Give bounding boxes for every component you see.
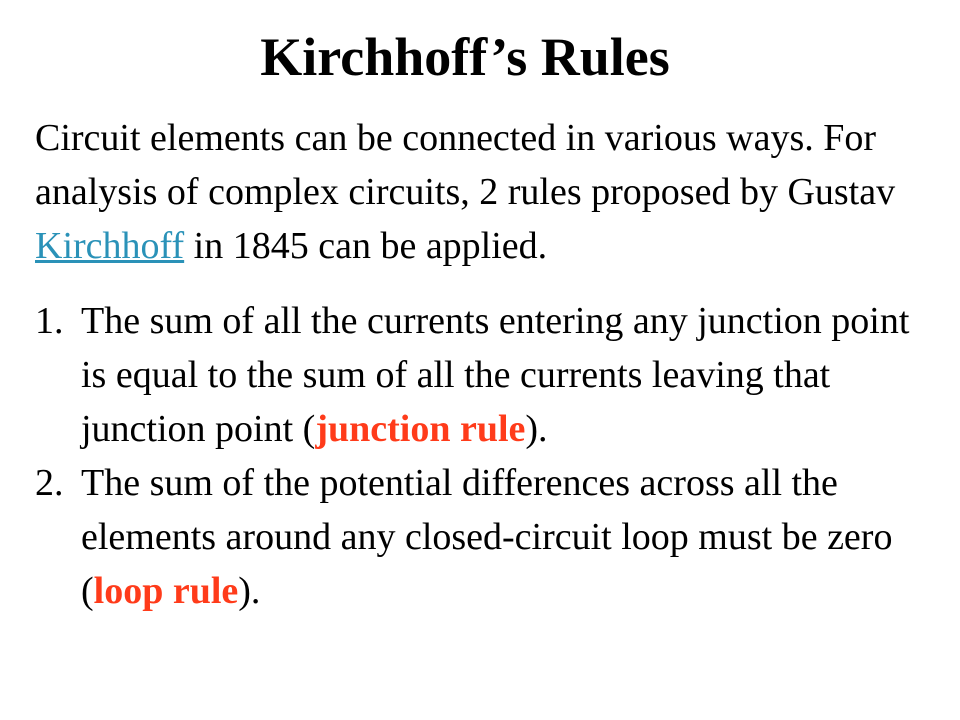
rule-item-junction: [35, 294, 935, 456]
rule-text: The sum of the potential differences across all the elements around any closed-circuit loop must be zero (: [81, 462, 893, 612]
intro-text-after-link: in 1845 can be applied.: [184, 225, 548, 267]
rule-text-end: ).: [525, 408, 548, 450]
intro-paragraph: [35, 111, 935, 273]
intro-text-before-link: Circuit elements can be connected in various ways. For analysis of complex circuits, 2 rules proposed by Gustav: [35, 117, 896, 213]
kirchhoff-link[interactable]: Kirchhoff: [35, 225, 185, 267]
rule-text-end: ).: [238, 570, 261, 612]
loop-rule-highlight: loop rule: [93, 570, 239, 612]
rule-number: 2.: [35, 462, 64, 504]
slide-title: Kirchhoff’s Rules: [260, 27, 670, 87]
rule-text: The sum of all the currents entering any junction point is equal to the sum of all the currents leaving that junction point (: [81, 300, 910, 450]
rules-list: [35, 294, 935, 618]
rule-number: 1.: [35, 300, 64, 342]
rule-item-loop: [35, 456, 935, 618]
junction-rule-highlight: junction rule: [315, 408, 526, 450]
